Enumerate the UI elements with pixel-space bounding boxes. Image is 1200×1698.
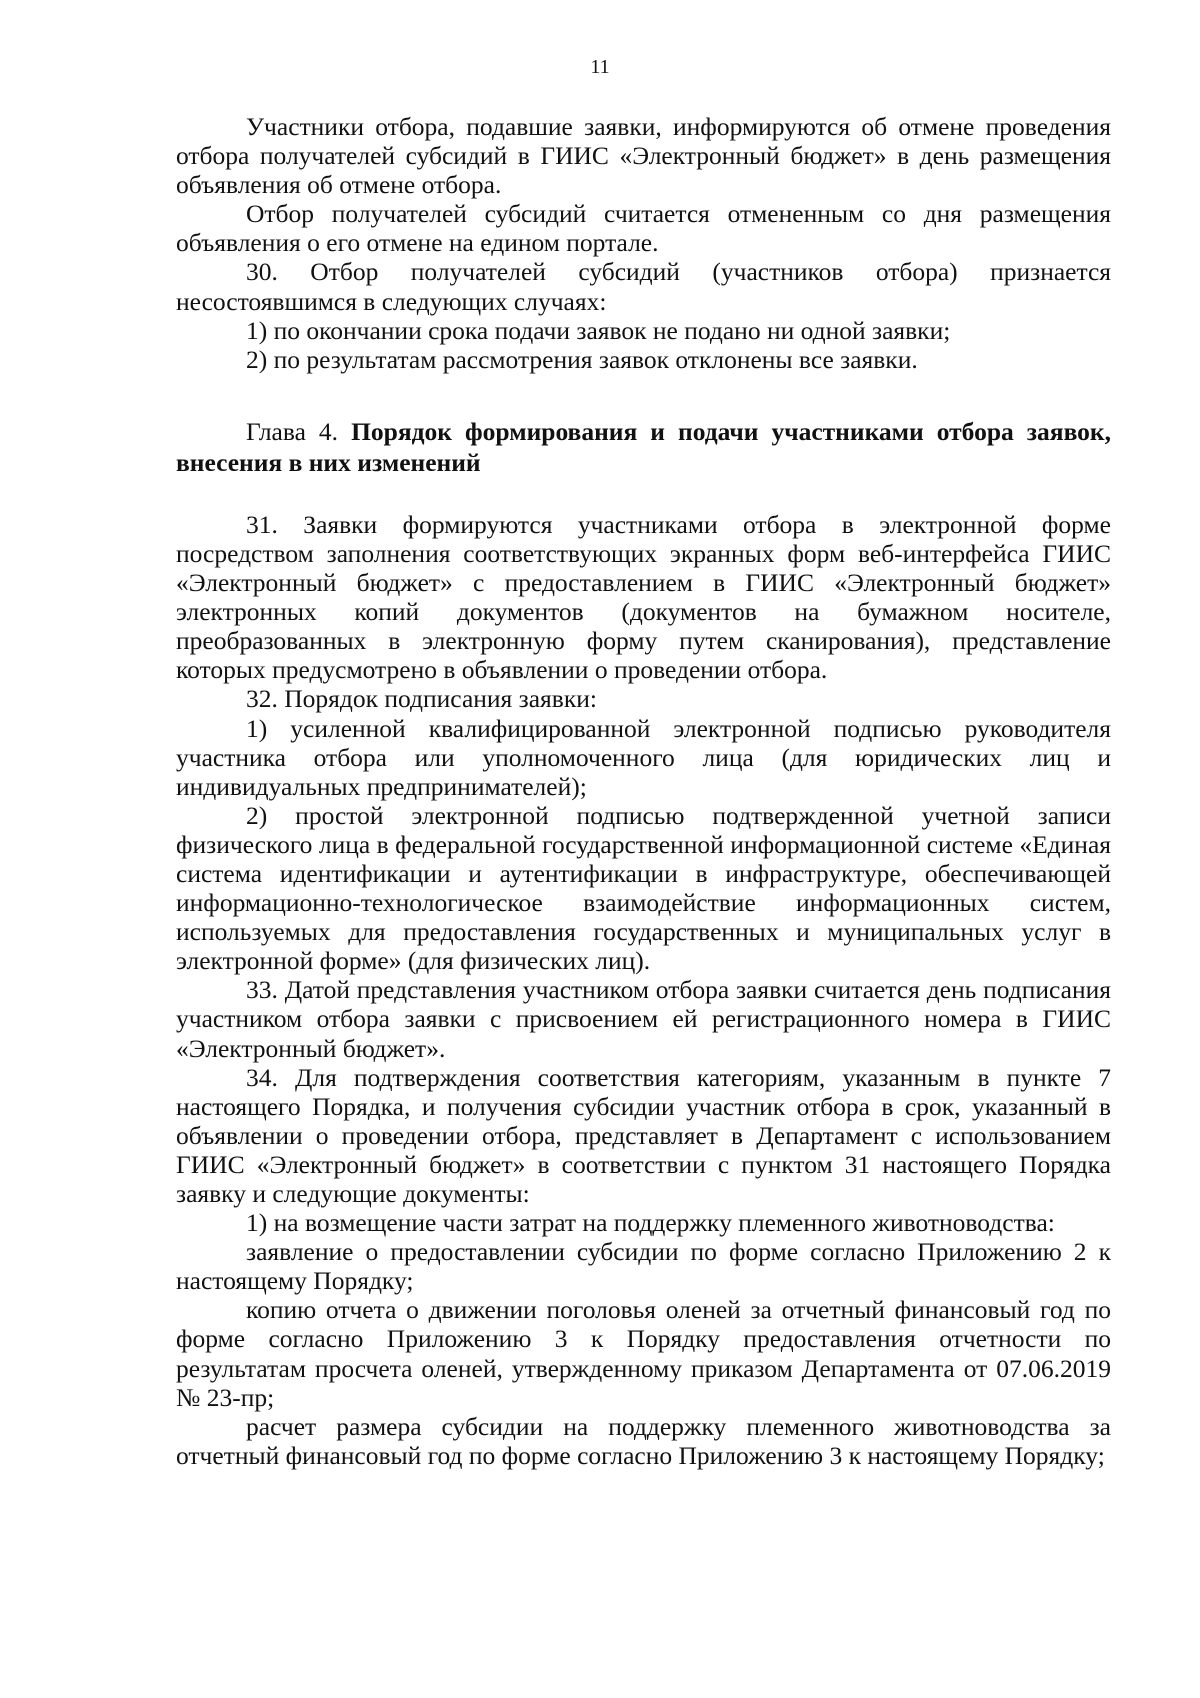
- paragraph: копию отчета о движении поголовья оленей за отчетный финансовый год по форме согласно Приложению 3 к Порядку предоставления отчетности по результатам просчета оленей, утвержденному приказом Департамента от 07.06.2019 № 23-пр;: [176, 1295, 1111, 1412]
- paragraph: 1) на возмещение части затрат на поддержку племенного животноводства:: [246, 1208, 1055, 1238]
- chapter-heading: [176, 416, 1111, 478]
- paragraph: 32. Порядок подписания заявки:: [246, 684, 597, 714]
- paragraph: 30. Отбор получателей субсидий (участников отбора) признается несостоявшимся в следующих случаях:: [176, 257, 1111, 316]
- chapter-prefix: Глава 4.: [246, 416, 352, 446]
- document-body: [176, 112, 1111, 1470]
- page-number: 11: [590, 56, 610, 78]
- paragraph: заявление о предоставлении субсидии по форме согласно Приложению 2 к настоящему Порядку;: [176, 1237, 1111, 1296]
- paragraph: 2) простой электронной подписью подтвержденной учетной записи физического лица в федеральной государственной информационной системе «Единая система идентификации и аутентификации в инфраструктуре, обеспечивающей информационно-технологическое взаимодействие информационных систем, используемых для предоставления государственных и муниципальных услуг в электронной форме» (для физических лиц).: [176, 800, 1111, 976]
- paragraph: Участники отбора, подавшие заявки, информируются об отмене проведения отбора получателей субсидий в ГИИС «Электронный бюджет» в день размещения объявления об отмене отбора.: [176, 112, 1111, 200]
- paragraph: 2) по результатам рассмотрения заявок отклонены все заявки.: [246, 344, 918, 374]
- paragraph: 31. Заявки формируются участниками отбора в электронной форме посредством заполнения соответствующих экранных форм веб-интерфейса ГИИС «Электронный бюджет» с предоставлением в ГИИС «Электронный бюджет» электронных копий документов (документов на бумажном носителе, преобразованных в электронную форму путем сканирования), представление которых предусмотрено в объявлении о проведении отбора.: [176, 509, 1111, 685]
- paragraph: расчет размера субсидии на поддержку племенного животноводства за отчетный финансовый год по форме согласно Приложению 3 к настоящему Порядку;: [176, 1411, 1111, 1470]
- paragraph: 1) по окончании срока подачи заявок не подано ни одной заявки;: [246, 315, 951, 345]
- paragraph: 1) усиленной квалифицированной электронной подписью руководителя участника отбора или уполномоченного лица (для юридических лиц и индивидуальных предпринимателей);: [176, 713, 1111, 801]
- chapter-title: Порядок формирования и подачи участниками отбора заявок, внесения в них изменений: [176, 416, 1111, 477]
- paragraph: 33. Датой представления участником отбора заявки считается день подписания участником отбора заявки с присвоением ей регистрационного номера в ГИИС «Электронный бюджет».: [176, 975, 1111, 1063]
- paragraph: Отбор получателей субсидий считается отмененным со дня размещения объявления о его отмене на едином портале.: [176, 199, 1111, 258]
- paragraph: 34. Для подтверждения соответствия категориям, указанным в пункте 7 настоящего Порядка, и получения субсидии участник отбора в срок, указанный в объявлении о проведении отбора, представляет в Департамент с использованием ГИИС «Электронный бюджет» в соответствии с пунктом 31 настоящего Порядка заявку и следующие документы:: [176, 1062, 1111, 1208]
